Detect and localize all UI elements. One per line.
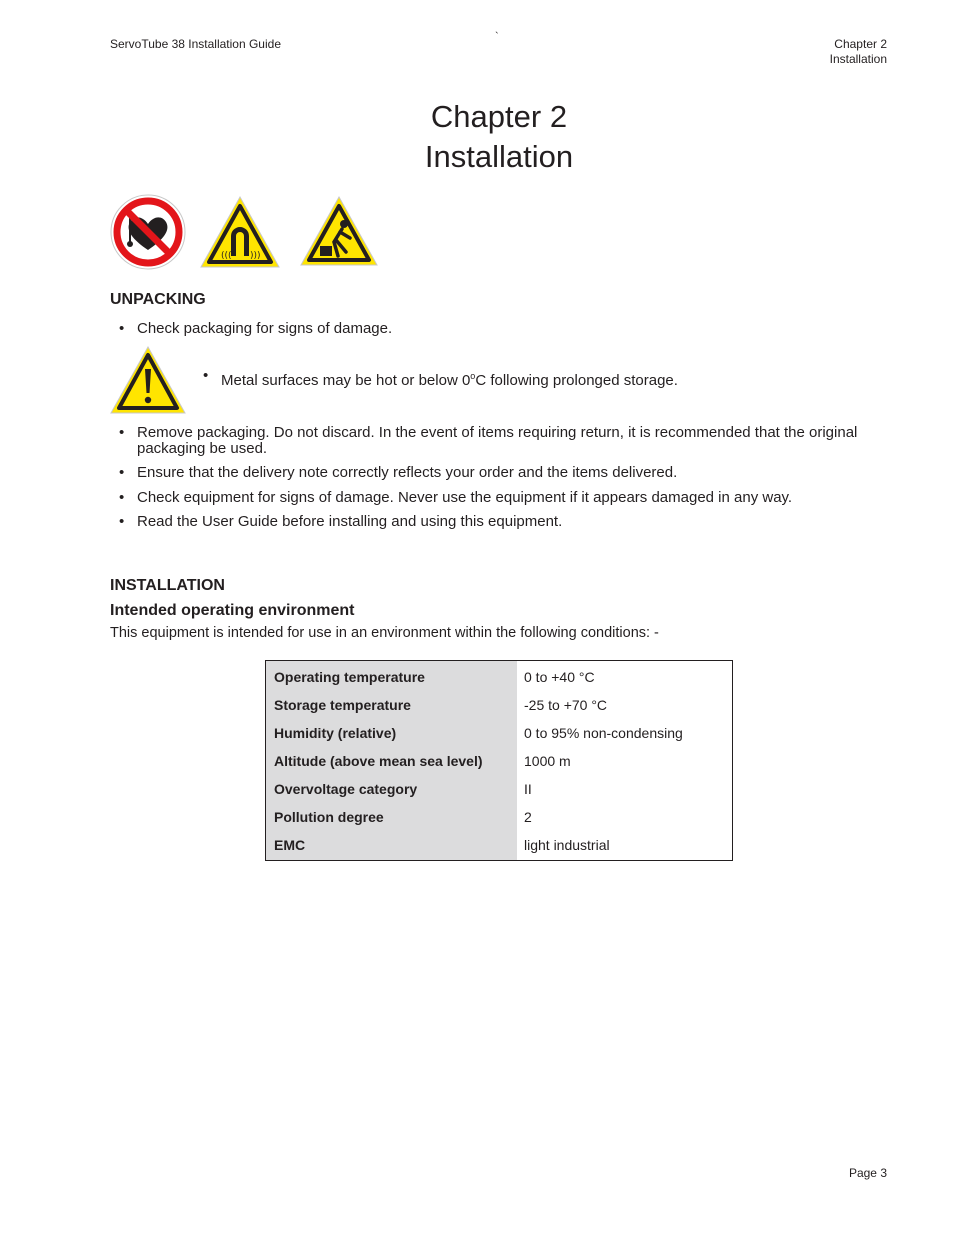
header-stray-mark: ` — [495, 31, 499, 43]
list-item — [119, 489, 793, 506]
table-value: 1000 m — [524, 753, 571, 769]
section-heading-installation: INSTALLATION — [110, 577, 225, 594]
environment-table-values — [517, 661, 732, 860]
table-label: Altitude (above mean sea level) — [274, 753, 483, 769]
chapter-title — [0, 97, 954, 177]
magnetic-field-warning-icon — [198, 194, 282, 270]
bullet-dot: • — [119, 424, 125, 441]
table-value: light industrial — [524, 837, 610, 853]
degree-superscript: o — [470, 371, 476, 381]
chapter-title-name: Installation — [424, 139, 574, 174]
list-item — [119, 513, 563, 530]
running-header-chapter-name: Installation — [829, 52, 887, 66]
no-pacemaker-icon — [110, 194, 186, 270]
list-item — [119, 424, 858, 457]
bullet-dot: • — [119, 489, 125, 506]
page-number: Page 3 — [848, 1166, 887, 1180]
bullet-dot: • — [119, 513, 125, 530]
list-item-text: Check packaging for signs of damage. — [137, 320, 393, 337]
chapter-title-number: Chapter 2 — [430, 99, 568, 134]
table-label: Pollution degree — [274, 809, 384, 825]
intro-paragraph: This equipment is intended for use in an environment within the following conditions: - — [110, 625, 659, 641]
list-item-text-continued: packaging be used. — [137, 440, 268, 457]
table-label: Storage temperature — [274, 697, 411, 713]
table-value: 0 to 95% non-condensing — [524, 725, 683, 741]
table-label: Operating temperature — [274, 669, 425, 685]
bullet-dot: • — [119, 464, 125, 481]
running-header-chapter — [830, 37, 887, 67]
caution-list-item — [203, 367, 678, 389]
subsection-heading: Intended operating environment — [110, 602, 355, 619]
table-value: 0 to +40 °C — [524, 669, 595, 685]
table-value: -25 to +70 °C — [524, 697, 608, 713]
table-label: Humidity (relative) — [274, 725, 397, 741]
caution-text-end: C following prolonged storage. — [475, 372, 678, 389]
list-item-text: Ensure that the delivery note correctly reflects your order and the items delivered. — [137, 464, 678, 481]
list-item — [119, 320, 393, 337]
list-item-text: Read the User Guide before installing and using this equipment. — [137, 513, 563, 530]
environment-table — [265, 660, 733, 861]
svg-text:))): ))) — [250, 251, 261, 261]
list-item — [119, 464, 678, 481]
running-header-chapter-number: Chapter 2 — [834, 37, 887, 51]
heavy-object-warning-icon — [298, 194, 380, 268]
running-header-title: ServoTube 38 Installation Guide — [110, 37, 281, 51]
table-value: II — [524, 781, 532, 797]
bullet-dot: • — [119, 320, 125, 337]
svg-text:(((: ((( — [221, 251, 232, 261]
section-heading-unpacking: UNPACKING — [110, 291, 206, 308]
caution-icon — [110, 345, 186, 415]
caution-text: Metal surfaces may be hot or below 0 — [221, 372, 471, 389]
table-value: 2 — [524, 809, 532, 825]
table-label: Overvoltage category — [274, 781, 418, 797]
bullet-dot: • — [203, 367, 209, 384]
environment-table-labels — [266, 661, 517, 860]
table-label: EMC — [274, 837, 306, 853]
list-item-text: Remove packaging. Do not discard. In the event of items requiring return, it is recommended that the original — [137, 424, 858, 441]
list-item-text: Check equipment for signs of damage. Never use the equipment if it appears damaged in any way. — [137, 489, 793, 506]
